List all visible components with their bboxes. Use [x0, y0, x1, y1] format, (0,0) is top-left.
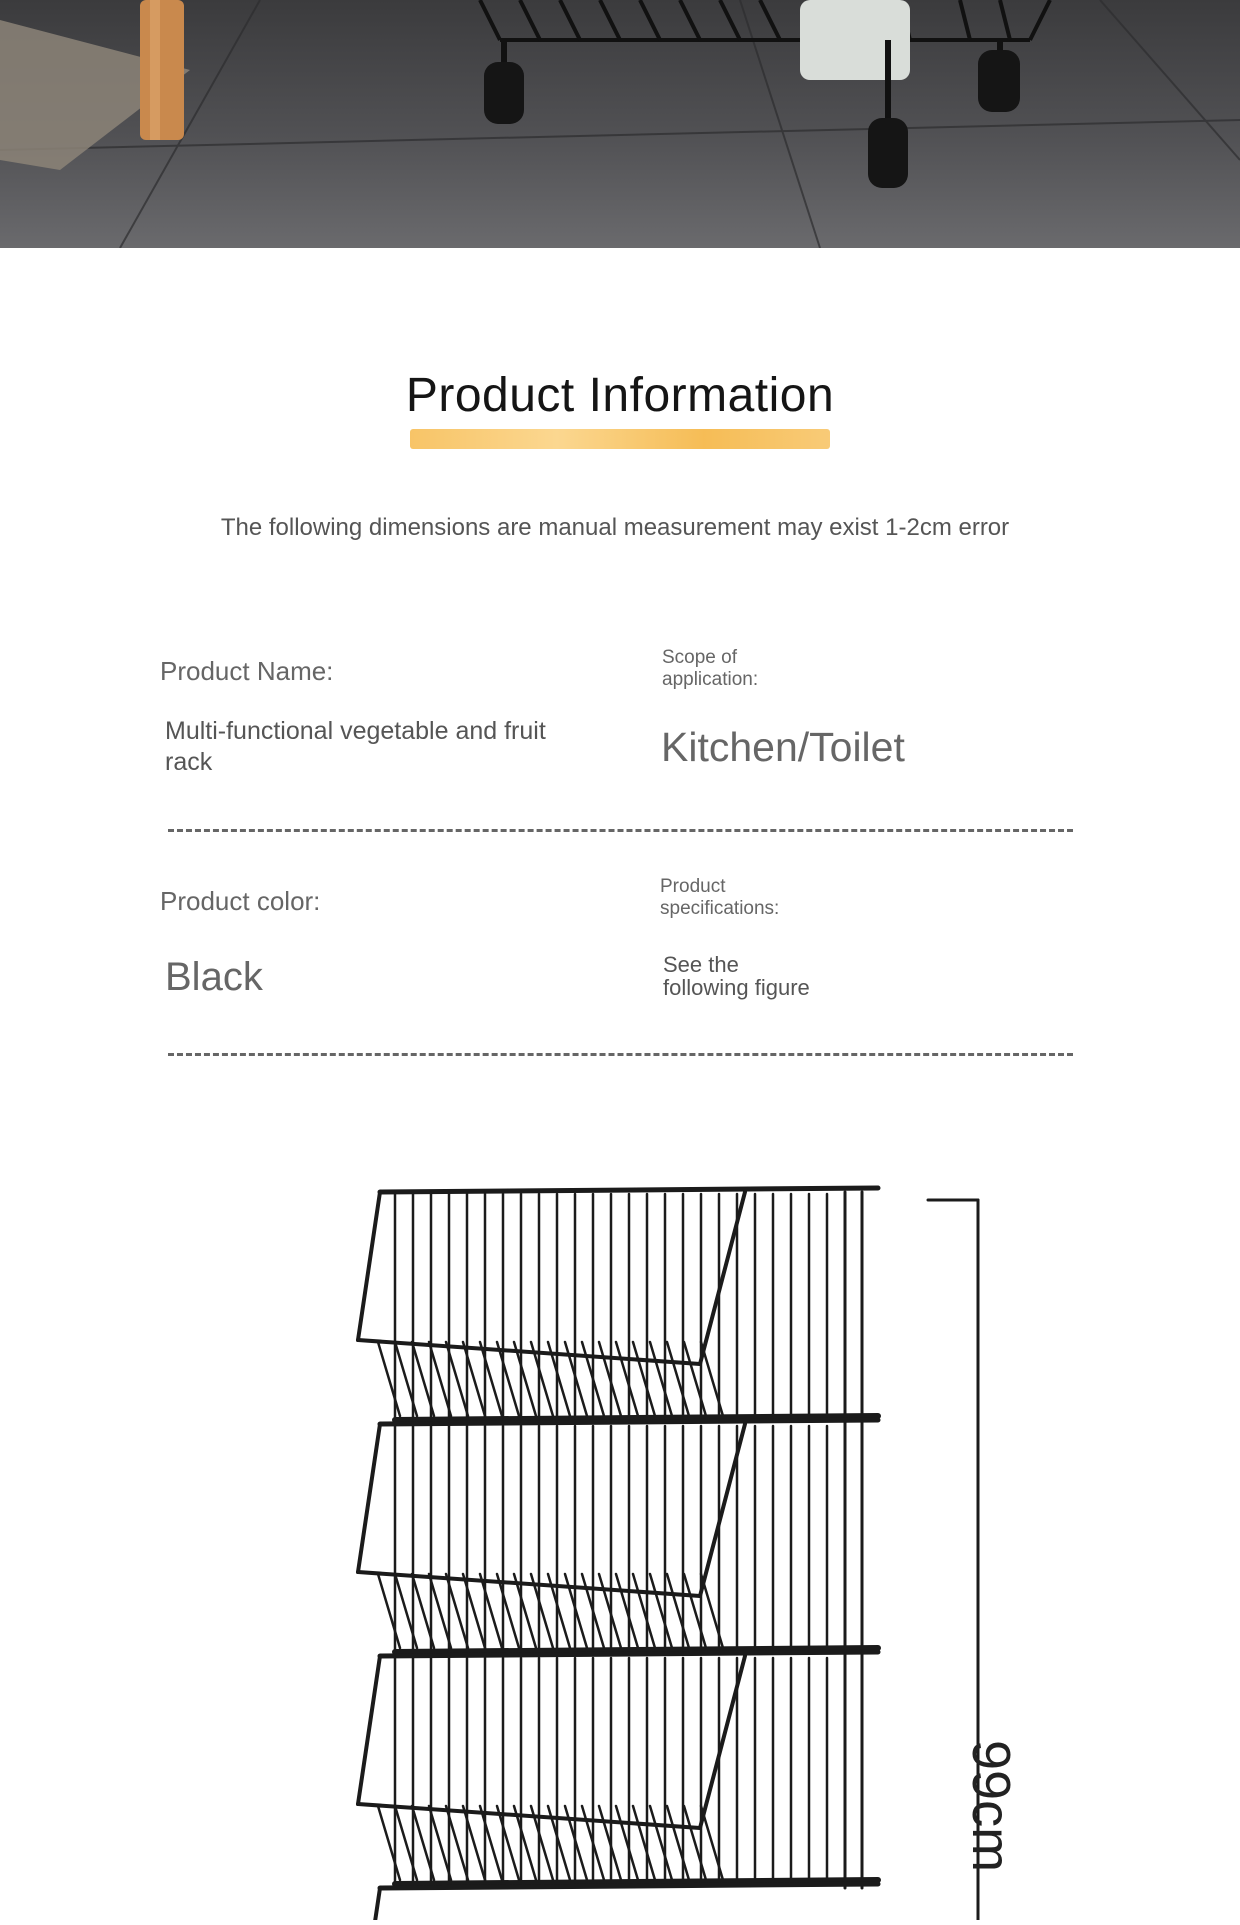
- front-wire: [667, 1574, 689, 1648]
- front-wire: [480, 1574, 502, 1648]
- spec-label: Product specifications:: [660, 876, 780, 919]
- tier-front-lip: [358, 1572, 700, 1596]
- front-wire: [667, 1342, 689, 1416]
- scope-label: Scope of application:: [662, 647, 759, 690]
- floor-scene-illustration: [0, 0, 1240, 248]
- front-wire: [616, 1342, 638, 1416]
- product-color-label: Product color:: [160, 886, 321, 916]
- product-name-value: Multi-functional vegetable and fruit rack: [165, 717, 546, 776]
- tier-front-rim: [358, 1656, 380, 1804]
- tier-front-lip: [358, 1340, 700, 1364]
- product-name-label: Product Name:: [160, 656, 334, 686]
- tier-front-lip: [358, 1804, 700, 1828]
- product-photo: [0, 0, 1240, 248]
- wire-basket: [480, 0, 1050, 40]
- front-wire: [429, 1806, 451, 1880]
- tier-top-rim: [380, 1188, 878, 1192]
- product-color-value: Black: [165, 955, 263, 999]
- container: [800, 0, 910, 80]
- front-wire: [650, 1574, 672, 1648]
- front-wire: [480, 1342, 502, 1416]
- rack-illustration: [0, 1150, 1240, 1920]
- front-wire: [480, 1806, 502, 1880]
- front-wire: [429, 1574, 451, 1648]
- wheels: [484, 50, 1020, 188]
- tier-front-rim: [358, 1888, 380, 1920]
- divider-1: [168, 829, 1073, 832]
- tier-front-rim: [358, 1192, 380, 1340]
- height-dimension-label: 99cm: [961, 1740, 1021, 1873]
- spec-value: See the following figure: [663, 952, 810, 1000]
- front-wire: [616, 1574, 638, 1648]
- front-wire: [378, 1806, 400, 1880]
- front-wire: [633, 1342, 655, 1416]
- front-wire: [667, 1806, 689, 1880]
- divider-2: [168, 1053, 1073, 1056]
- front-wire: [497, 1806, 519, 1880]
- wooden-leg: [140, 0, 184, 140]
- section-title: Product Information: [405, 369, 835, 422]
- measurement-note: The following dimensions are manual measurement may exist 1-2cm error: [220, 514, 1010, 541]
- title-accent-bar: [410, 429, 830, 449]
- front-wire: [616, 1806, 638, 1880]
- scope-value: Kitchen/Toilet: [661, 724, 905, 770]
- tier-front-rim: [358, 1424, 380, 1572]
- front-wire: [429, 1342, 451, 1416]
- front-wire: [633, 1806, 655, 1880]
- front-wire: [497, 1574, 519, 1648]
- front-wire: [497, 1342, 519, 1416]
- front-wire: [378, 1342, 400, 1416]
- front-wire: [650, 1806, 672, 1880]
- front-wire: [378, 1574, 400, 1648]
- front-wire: [633, 1574, 655, 1648]
- dimension-figure: [0, 1150, 1240, 1920]
- front-wire: [650, 1342, 672, 1416]
